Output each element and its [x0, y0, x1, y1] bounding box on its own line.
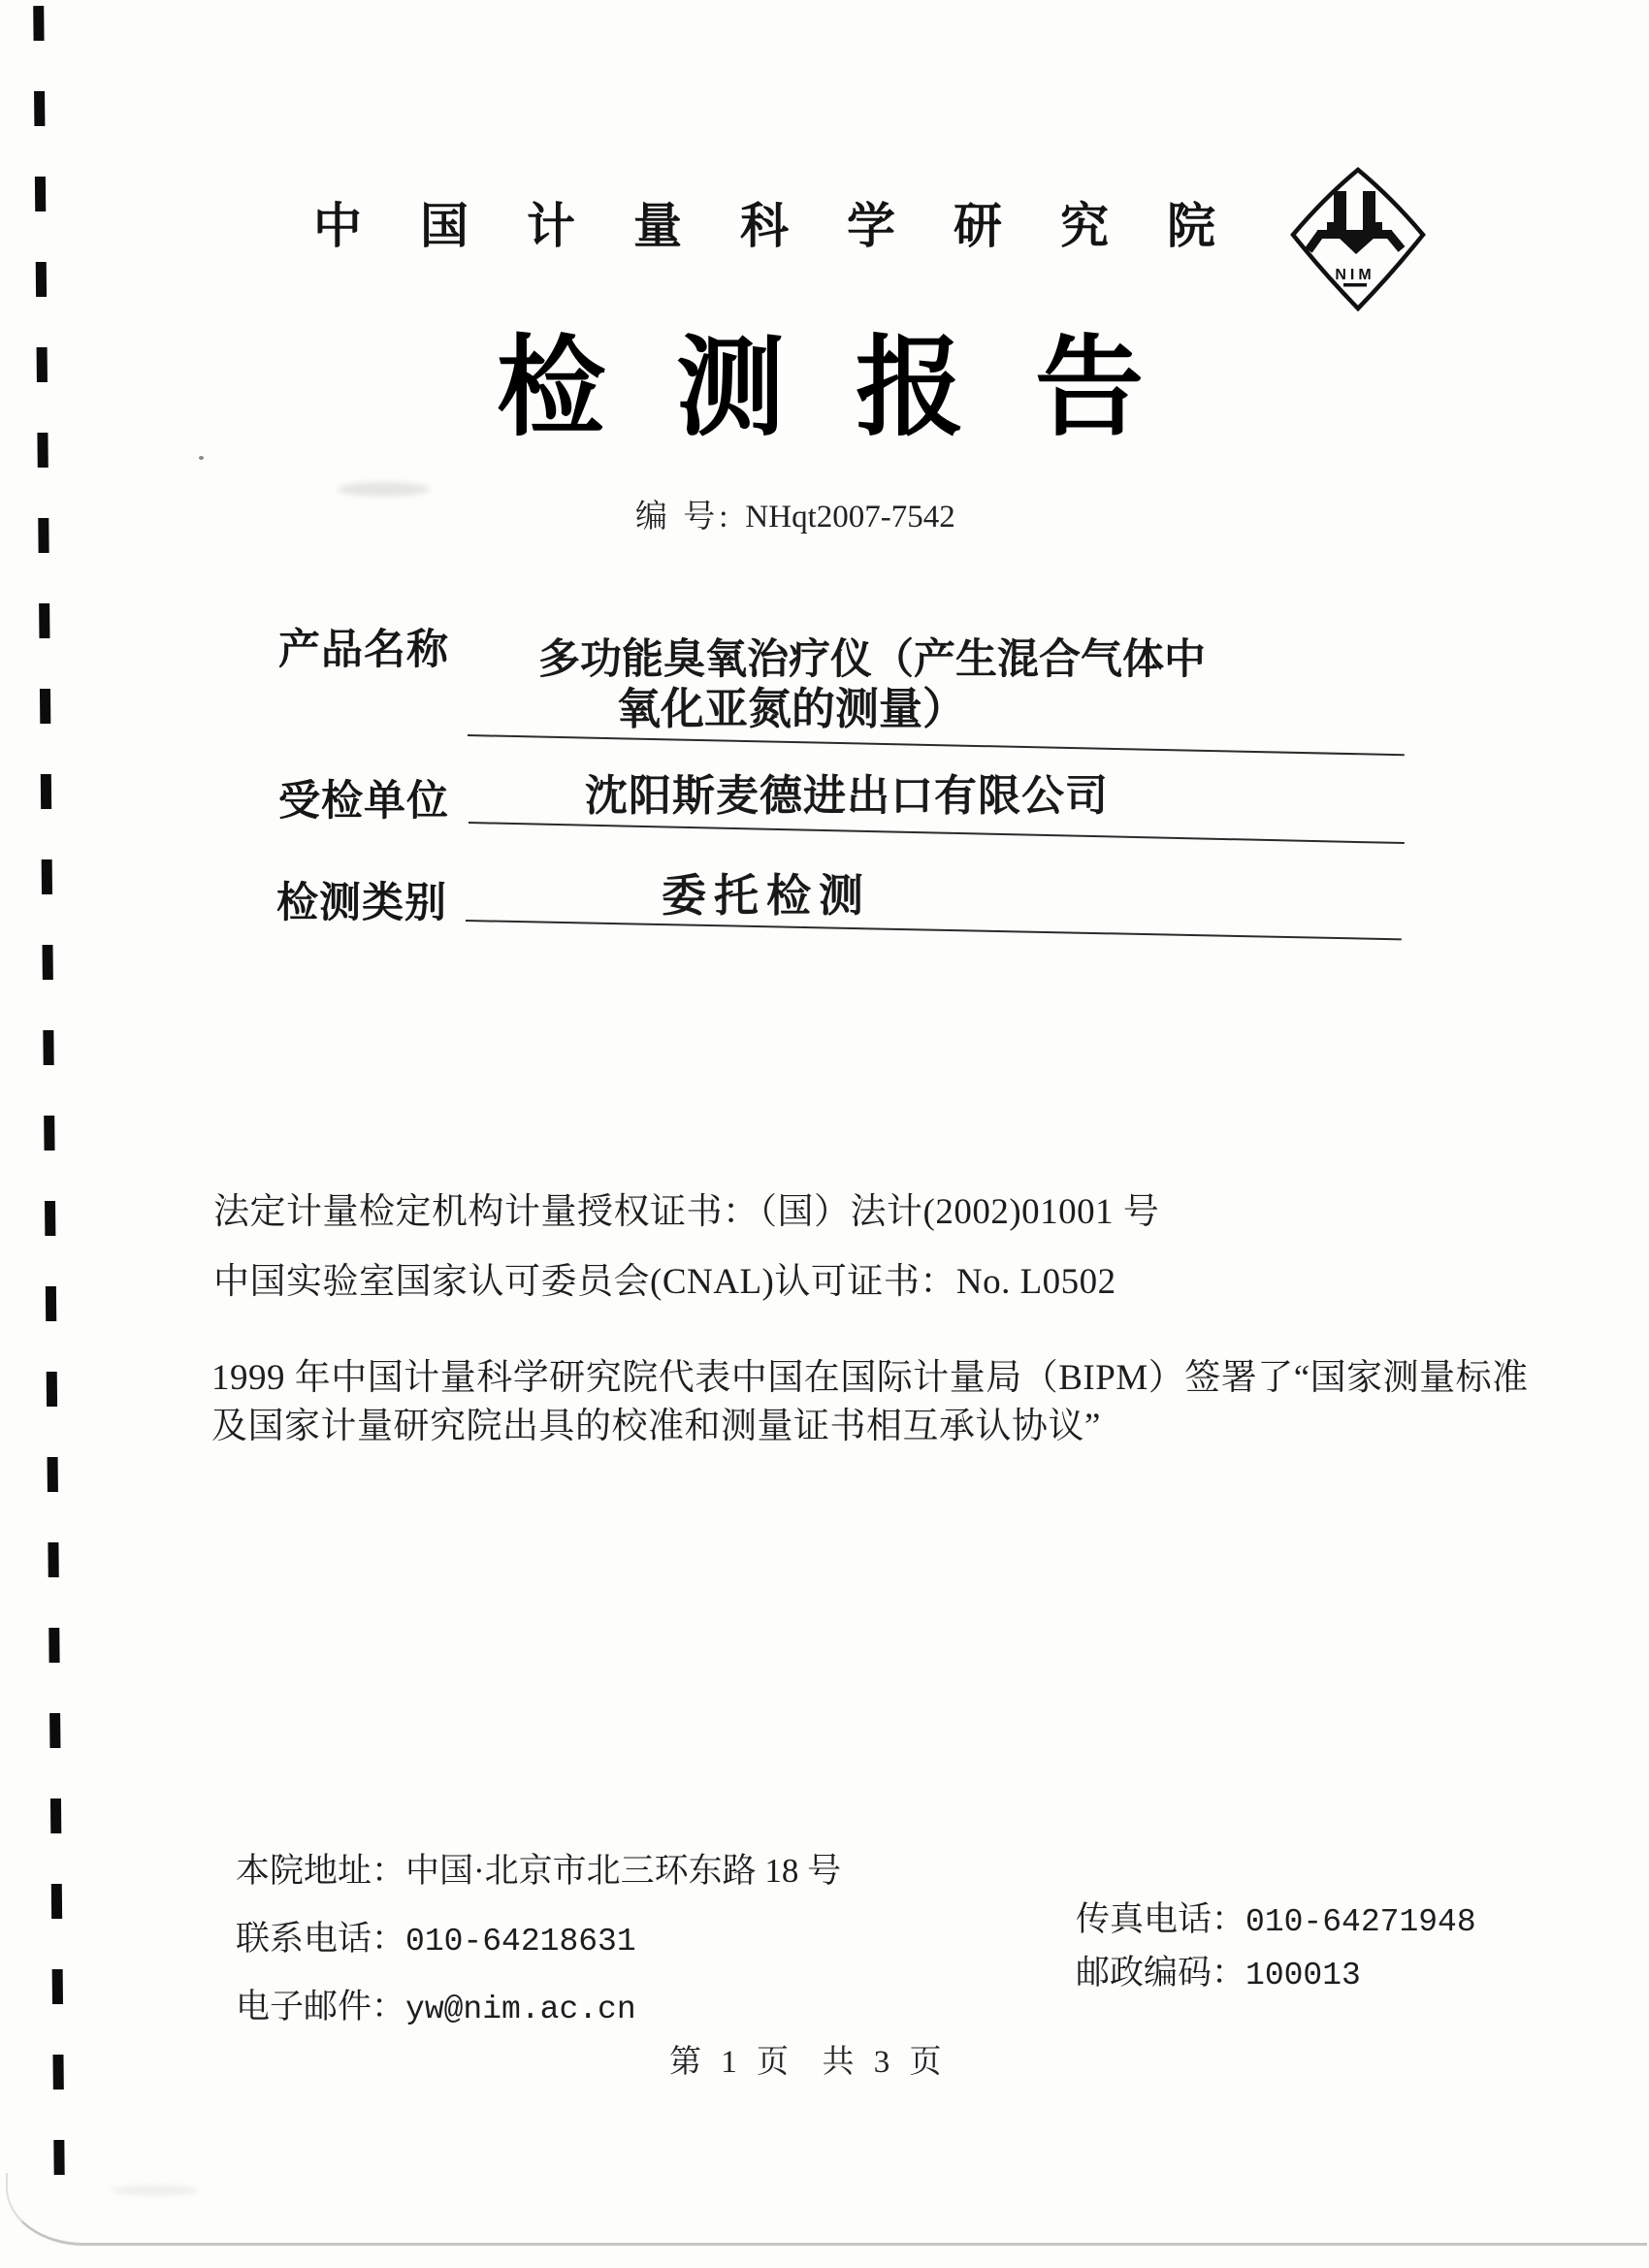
- email-line: [202, 1956, 636, 2059]
- scan-smudge-bottom: [112, 2186, 199, 2195]
- address-label: 本院地址：: [236, 1852, 406, 1890]
- logo-right-foot: [1374, 222, 1382, 231]
- logo-center-keel: [1339, 238, 1374, 254]
- inspected-unit-underline: [469, 822, 1405, 844]
- product-name-label: 产品名称: [278, 628, 449, 673]
- cnal-certificate-line: 中国实验室国家认可委员会(CNAL)认可证书：No. L0502: [213, 1262, 1116, 1302]
- binding-marks-strip: [33, 6, 65, 2187]
- email-label: 电子邮件：: [236, 1988, 406, 2025]
- phone-value: 010-64218631: [405, 1924, 636, 1960]
- logo-left-foot: [1327, 222, 1336, 231]
- postal-line: [1042, 1922, 1361, 2025]
- postal-label: 邮政编码：: [1076, 1954, 1246, 1992]
- report-number-label: 编 号:: [635, 500, 732, 535]
- page-number: 第 1 页 共 3 页: [669, 2045, 948, 2080]
- scan-speck: [199, 456, 204, 460]
- test-category-label: 检测类别: [276, 881, 447, 926]
- phone-label: 联系电话：: [236, 1920, 406, 1958]
- product-name-line2: 氧化亚氮的测量）: [617, 685, 967, 733]
- bipm-statement-line2: 及国家计量研究院出具的校准和测量证书相互承认协议”: [211, 1407, 1101, 1446]
- product-name-underline: [468, 734, 1405, 756]
- postal-value: 100013: [1245, 1958, 1361, 1993]
- inspected-unit-label: 受检单位: [278, 779, 449, 825]
- product-name-line1: 多功能臭氧治疗仪（产生混合气体中: [538, 637, 1206, 683]
- logo-left-wing: [1309, 233, 1321, 250]
- logo-right-wing: [1388, 233, 1402, 249]
- report-number-value: NHqt2007-7542: [745, 500, 955, 535]
- report-number-line: [603, 470, 955, 566]
- authorization-certificate-line: 法定计量检定机构计量授权证书：（国）法计(2002)01001 号: [213, 1192, 1160, 1232]
- report-title: 检测报告: [497, 329, 1214, 449]
- scan-smudge: [338, 482, 430, 497]
- test-category-value: 委托检测: [662, 871, 871, 921]
- page-bottom-edge-shadow: [6, 2173, 1647, 2246]
- institution-name: 中国计量科学研究院: [313, 199, 1274, 253]
- logo-text-underline: [1343, 283, 1367, 287]
- logo-text: NIM: [1335, 267, 1375, 283]
- address-value: 中国·北京市北三环东路 18 号: [405, 1852, 842, 1890]
- bipm-statement-line1: 1999 年中国计量科学研究院代表中国在国际计量局（BIPM）签署了“国家测量标准: [211, 1358, 1529, 1398]
- inspected-unit-value: 沈阳斯麦德进出口有限公司: [585, 772, 1109, 820]
- test-category-underline: [466, 920, 1402, 940]
- nim-logo-icon: [1282, 159, 1428, 312]
- fax-value: 010-64271948: [1245, 1904, 1476, 1940]
- fax-label: 传真电话：: [1076, 1900, 1246, 1938]
- logo-crossbar: [1317, 230, 1392, 239]
- email-value: yw@nim.ac.cn: [405, 1992, 636, 2027]
